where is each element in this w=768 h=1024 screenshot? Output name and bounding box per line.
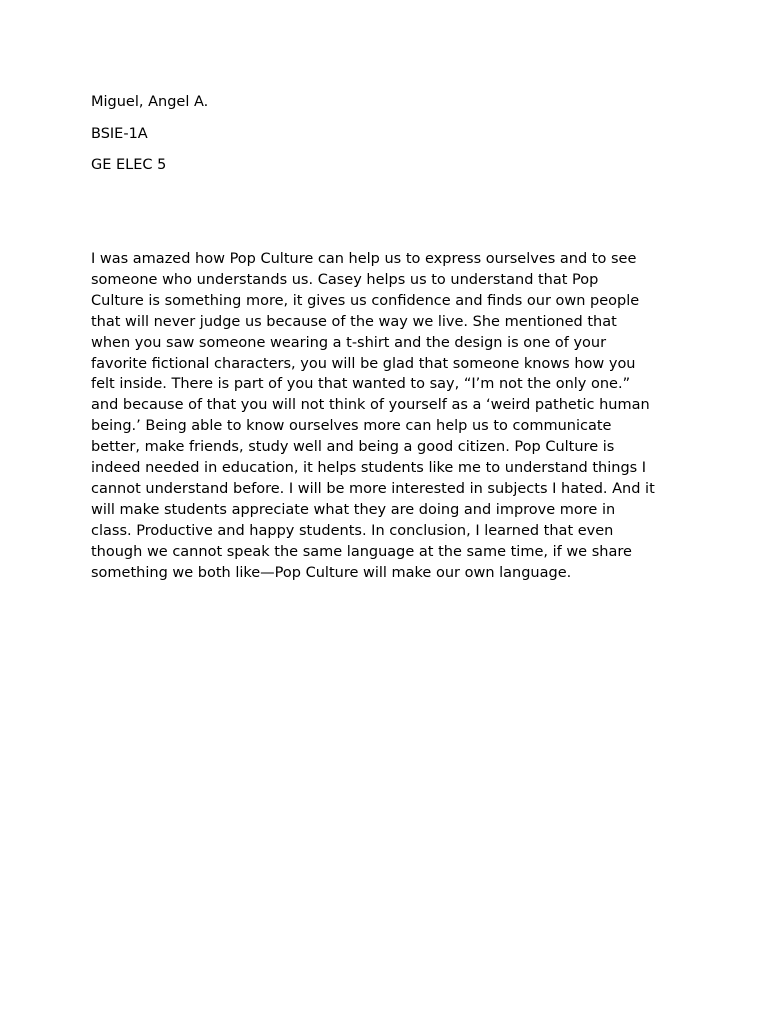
subject-code: GE ELEC 5 [91,157,167,173]
paragraph-line: will make students appreciate what they are doing and improve more in [91,501,616,518]
paragraph-line: indeed needed in education, it helps students like me to understand things I [91,460,647,477]
paragraph-line: when you saw someone wearing a t-shirt and the design is one of your [91,334,607,351]
paragraph-line: someone who understands us. Casey helps us to understand that Pop [91,271,599,288]
paragraph-line: I was amazed how Pop Culture can help us to express ourselves and to see [91,251,637,267]
paragraph-line: favorite fictional characters, you will be glad that someone knows how you [91,355,636,372]
paragraph-line: that will never judge us because of the way we live. She mentioned that [91,313,617,330]
paragraph-line: felt inside. There is part of you that wanted to say, “I’m not the only one.” [91,376,631,393]
paragraph-line: being.’ Being able to know ourselves more can help us to communicate [91,418,612,435]
author-name: Miguel, Angel A. [91,94,209,110]
paragraph-line: better, make friends, study well and being a good citizen. Pop Culture is [91,439,615,456]
paragraph-line: cannot understand before. I will be more interested in subjects I hated. And it [91,480,655,497]
paragraph-line: class. Productive and happy students. In conclusion, I learned that even [91,522,614,539]
paragraph-line: and because of that you will not think of yourself as a ‘weird pathetic human [91,397,650,414]
paragraph-line: though we cannot speak the same language at the same time, if we share [91,543,632,560]
essay-paragraph [91,249,691,584]
paragraph-line: something we both like—Pop Culture will make our own language. [91,564,572,581]
paragraph-line: Culture is something more, it gives us confidence and finds our own people [91,292,640,309]
course-section: BSIE-1A [91,126,148,142]
